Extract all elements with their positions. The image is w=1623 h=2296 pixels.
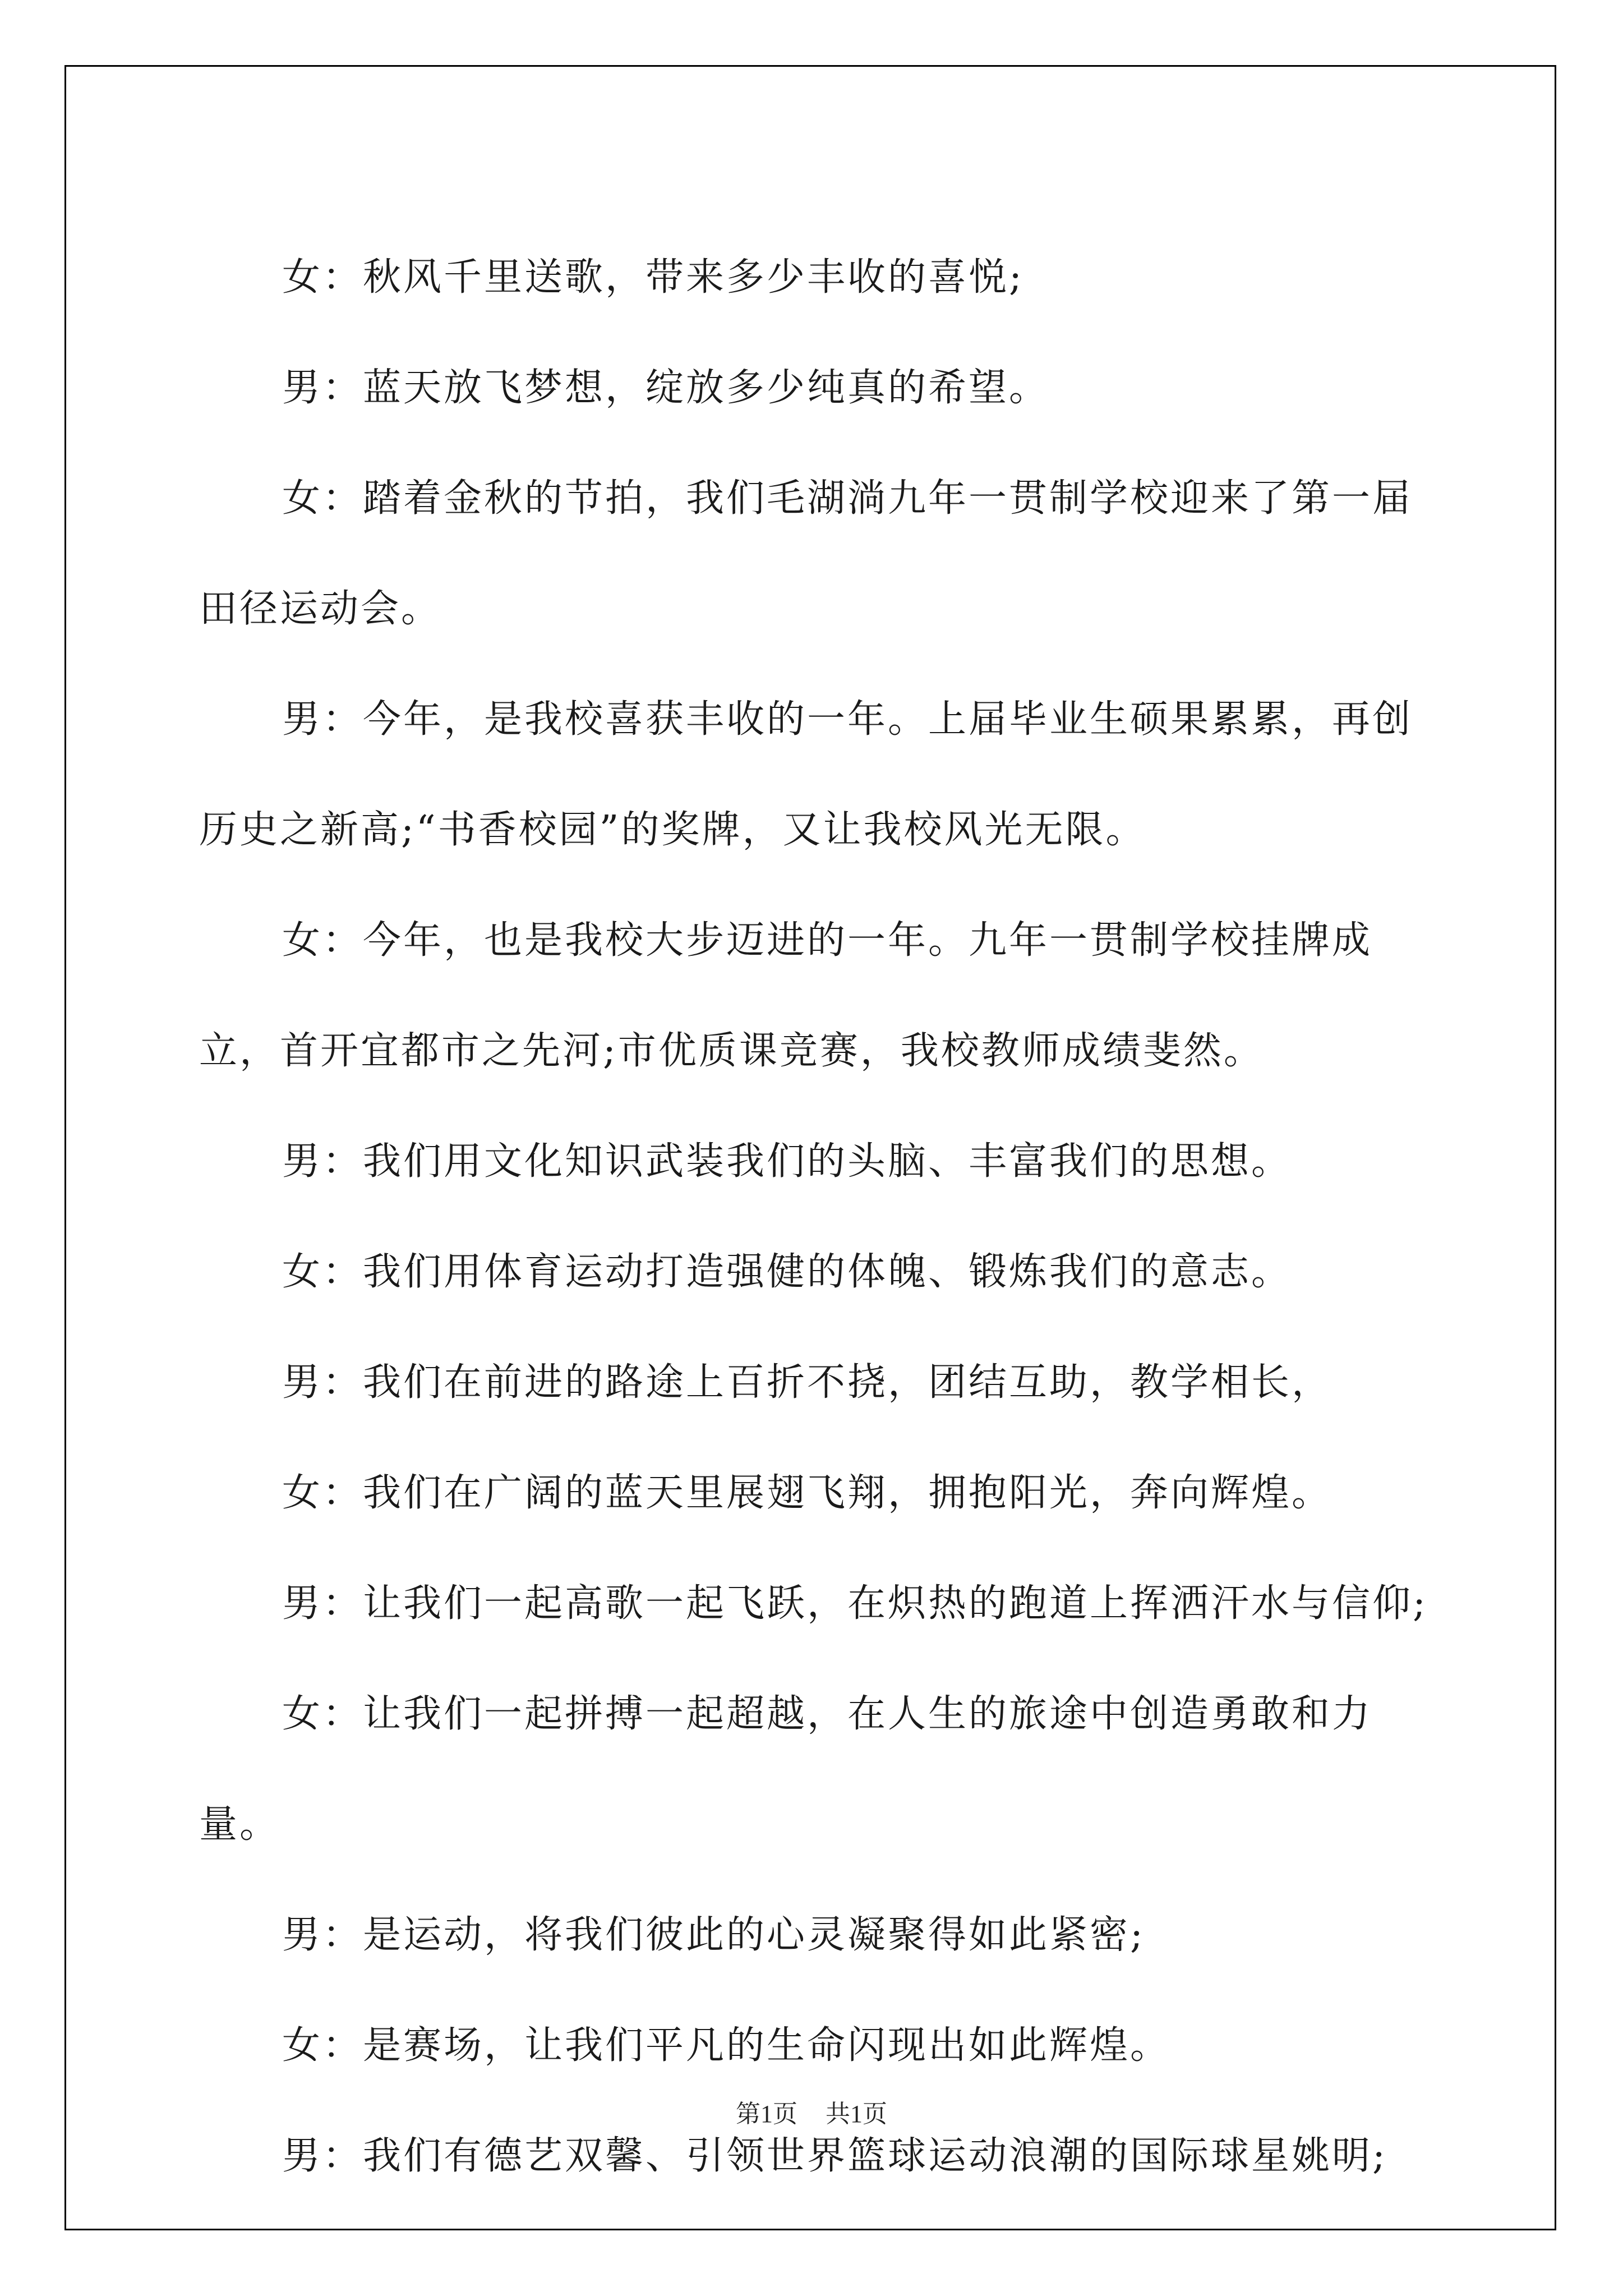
paragraph-6: 男：我们用文化知识武装我们的头脑、丰富我们的思想。 <box>282 1139 1292 1184</box>
paragraph-13: 女：是赛场，让我们平凡的生命闪现出如此辉煌。 <box>282 2023 1171 2068</box>
paragraph-10: 男：让我们一起高歌一起飞跃，在炽热的跑道上挥洒汗水与信仰; <box>282 1581 1428 1626</box>
paragraph-1: 女：秋风千里送歌，带来多少丰收的喜悦; <box>282 255 1024 300</box>
paragraph-3: 女：踏着金秋的节拍，我们毛湖淌九年一贯制学校迎来了第一届田径运动会。 <box>199 476 1413 631</box>
paragraph-4: 男：今年，是我校喜获丰收的一年。上届毕业生硕果累累，再创历史之新高;“书香校园”的奖牌，又让我校风光无限。 <box>199 697 1413 852</box>
page-number: 第1页 <box>736 2100 797 2128</box>
paragraph-5: 女：今年，也是我校大步迈进的一年。九年一贯制学校挂牌成立，首开宜都市之先河;市优质课竞赛，我校教师成绩斐然。 <box>199 918 1373 1073</box>
document-body <box>199 222 1444 2211</box>
page-footer <box>0 2093 1623 2129</box>
paragraph-12: 男：是运动，将我们彼此的心灵凝聚得如此紧密; <box>282 1913 1145 1957</box>
paragraph-8: 男：我们在前进的路途上百折不挠，团结互助，教学相长， <box>282 1360 1332 1405</box>
paragraph-9: 女：我们在广阔的蓝天里展翅飞翔，拥抱阳光，奔向辉煌。 <box>282 1471 1332 1515</box>
paragraph-11: 女：让我们一起拼搏一起超越，在人生的旅途中创造勇敢和力量。 <box>199 1692 1373 1847</box>
page-total: 共1页 <box>826 2100 887 2128</box>
paragraph-7: 女：我们用体育运动打造强健的体魄、锻炼我们的意志。 <box>282 1250 1292 1294</box>
paragraph-14: 男：我们有德艺双馨、引领世界篮球运动浪潮的国际球星姚明; <box>282 2134 1387 2178</box>
paragraph-2: 男：蓝天放飞梦想，绽放多少纯真的希望。 <box>282 366 1050 410</box>
